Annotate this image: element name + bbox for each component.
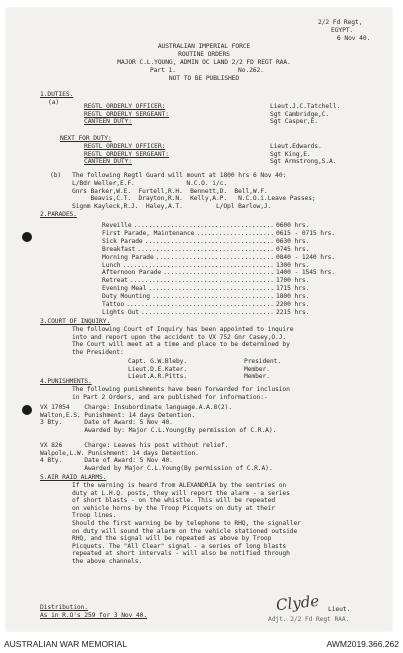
parade-time: 2200 hrs. xyxy=(276,301,310,308)
parade-leader-dots: .................................. xyxy=(148,285,274,293)
inquiry-member-name: Capt. G.W.Bleby. xyxy=(128,358,188,365)
parade-leader-dots: ........................................ xyxy=(126,301,274,308)
duty-role: CANTEEN DUTY: xyxy=(84,118,132,126)
punishment-line: Awarded by Major C.L.Young(By permission of C.R.A). xyxy=(40,464,273,472)
parade-name: Afternoon Parade xyxy=(102,269,162,277)
air-raid-line: Should the first warning be by telephone to RHQ, the signaller xyxy=(72,520,301,527)
distribution-text: As in R.O's 259 for 3 Nov 40. xyxy=(40,612,148,619)
air-raid-line: on vehicle horns by the Troop Picquets on duty at their xyxy=(72,504,276,512)
inquiry-member-role: Member. xyxy=(244,373,270,381)
force-title: AUSTRALIAN IMPERIAL FORCE xyxy=(157,43,251,50)
document-title: ROUTINE ORDERS xyxy=(178,51,230,58)
air-raid-line: RHQ, and the signal will be repeated as above by Troop xyxy=(72,535,272,543)
parade-time: 0630 hrs. xyxy=(276,237,310,245)
duty-name: Sgt King,E. xyxy=(270,150,311,158)
parade-leader-dots: ..................................... xyxy=(137,245,274,253)
air-raid-line: Troop lines. xyxy=(72,512,117,520)
signatory-appointment: Adjt. 2/2 Fd Regt RAA. xyxy=(268,616,350,623)
parade-name: Duty Mounting xyxy=(102,293,150,301)
punishment-line: Awarded by: Major C.L.Young(By permission of C.R.A). xyxy=(40,426,277,434)
punishment-line: VX 17054 Charge: Insubordinate language.A.A.8(2). xyxy=(40,404,232,411)
duty-role: REGTL ORDERLY SERGEANT: xyxy=(84,150,169,158)
parade-time: 1715 hrs. xyxy=(276,285,310,293)
duty-name: Lieut.J.C.Tatchell. xyxy=(270,103,341,110)
parade-name: Retreat xyxy=(102,277,128,285)
parade-time: 0745 hrs. xyxy=(276,245,310,253)
air-raid-line: repeated at short intervals - will also be notified through xyxy=(72,550,290,558)
next-for-duty-heading: NEXT FOR DUTY: xyxy=(60,135,112,142)
handwritten-signature: Clyde xyxy=(275,591,321,615)
inquiry-line: The Court will meet at a time and place to be determined by xyxy=(72,341,290,349)
footer-bar xyxy=(0,634,403,653)
footer-accession-number: AWM2019.366.262 xyxy=(326,639,399,649)
parade-time: 1800 hrs. xyxy=(276,293,310,301)
parade-time: 1400 - 1545 hrs. xyxy=(276,269,336,277)
guard-mount-line: (b) The following Regtl Guard will mount at 1800 hrs 6 Nov 40: xyxy=(50,172,287,179)
inquiry-line: into and report upon the accident to VX 752 Gnr Casey,O.J. xyxy=(72,333,287,341)
guard-roster-row: Gnrs Barker,W.E. Furtell,R.H. Bennett,D. Bell,W.F. xyxy=(72,187,268,195)
distribution-label: Distribution. xyxy=(40,604,88,611)
issued-by: MAJOR C.L.YOUNG, ADMIN OC LAND 2/2 FD REGT RAA. xyxy=(117,59,291,66)
guard-roster-row: Beavis,C.T. Drayton,R.N. Kelly,A.P. N.C.O.i.Leave Passes; xyxy=(72,195,316,203)
parade-leader-dots: .................................... xyxy=(141,308,274,316)
duty-name: Sgt Cambridge,C. xyxy=(270,110,330,118)
punishment-line: Walton,E.S. Punishment: 14 days Detention. xyxy=(40,411,196,419)
guard-roster-row: L/Bdr Weller,E.F. N.C.O. i/c. xyxy=(72,180,228,187)
duty-name: Sgt Armstrong,S.A. xyxy=(270,158,337,166)
order-number: No.262. xyxy=(238,67,264,74)
signatory-rank: Lieut. xyxy=(328,606,351,613)
parade-name: Sick Parade xyxy=(102,237,143,245)
air-raid-line: on duty will sound the alarm on the vehicle stationed outside xyxy=(72,527,298,535)
section-heading-punishments: 4.PUNISHMENTS. xyxy=(40,378,92,385)
inquiry-member-role: Member. xyxy=(244,365,270,373)
air-raid-line: duty at L.H.Q. posts, they will report the alarm - a series xyxy=(72,489,290,497)
place: EGYPT. xyxy=(331,27,354,34)
inquiry-line: The following Court of Inquiry has been appointed to inquire xyxy=(72,326,294,333)
duty-name: Sgt Casper,E. xyxy=(270,118,318,126)
parade-leader-dots: ................................ xyxy=(155,253,274,261)
parade-time: 1700 hrs. xyxy=(276,277,310,285)
parade-time: 1300 hrs. xyxy=(276,261,310,269)
inquiry-member-role: President. xyxy=(244,358,281,365)
duty-name: Lieut.Edwards. xyxy=(270,143,322,150)
parade-leader-dots: ...................................... xyxy=(133,222,274,229)
parade-time: 2215 hrs. xyxy=(276,308,310,316)
section-heading-duties: 1.DUTIES. xyxy=(40,91,74,98)
guard-roster-row: Signm Kayleck,R.J. Haley,A.T. L/Opl Barlow,J. xyxy=(72,202,272,210)
punishment-line: 4 Bty. Date of Award: 5 Nov 40. xyxy=(40,457,173,465)
punishments-intro-line: The following punishments have been forwarded for inclusion xyxy=(72,386,290,393)
duty-role: REGTL ORDERLY SERGEANT: xyxy=(84,110,169,118)
parade-time: 0600 hrs. xyxy=(276,222,310,229)
parade-leader-dots: ..................... xyxy=(196,229,275,237)
parade-name: Reveille xyxy=(102,222,132,229)
duties-sub-a: (a) xyxy=(48,99,60,106)
duty-role: CANTEEN DUTY: xyxy=(84,158,132,166)
parade-name: Tattoo xyxy=(102,301,125,308)
parade-leader-dots: ................................... xyxy=(144,237,274,245)
publication-notice: NOT TO BE PUBLISHED xyxy=(168,75,240,82)
parade-leader-dots: ................................. xyxy=(152,293,274,301)
part-number: Part 1. xyxy=(150,67,176,74)
parade-name: Lights Out xyxy=(102,308,139,316)
section-heading-air-raid-alarms: 5.AIR RAID ALARMS. xyxy=(40,474,107,481)
punishment-line: Walpole,L.W. Punishment: 14 days Detention. xyxy=(40,449,199,457)
air-raid-line: Picquets. The "All Clear" signal - a series of long blasts xyxy=(72,542,287,550)
air-raid-line: of short blasts - on the whistle. This will be repeated xyxy=(72,497,276,505)
punch-hole-top xyxy=(22,232,32,242)
punishment-line: 3 Bty. Date of Award: 5 Nov 40. xyxy=(40,419,173,427)
parade-leader-dots: .............................. xyxy=(163,269,274,277)
unit-designation: 2/2 Fd Regt, xyxy=(318,19,363,26)
punishments-intro-line: in Part 2 Orders, and are published for information:- xyxy=(72,393,268,401)
parade-name: Lunch xyxy=(102,261,121,269)
duty-role: REGTL ORDERLY OFFICER: xyxy=(84,143,166,150)
order-date: 6 Nov 40. xyxy=(337,35,371,42)
parade-leader-dots: ....................................... xyxy=(129,277,274,285)
parade-time: 0840 - 1240 hrs. xyxy=(276,253,336,261)
section-heading-court-of-inquiry: 3.COURT OF INQUIRY. xyxy=(40,318,111,325)
parade-name: First Parade, Maintenance xyxy=(102,229,195,237)
duty-role: REGTL ORDERLY OFFICER: xyxy=(84,103,166,110)
parade-name: Evening Meal xyxy=(102,285,147,293)
parade-name: Breakfast xyxy=(102,245,136,253)
parade-time: 0615 - 0715 hrs. xyxy=(276,229,336,237)
inquiry-member-name: Lieut.A.R.Pitts. xyxy=(128,373,188,381)
air-raid-line: the above channels. xyxy=(72,558,143,565)
punch-hole-bottom xyxy=(22,405,32,415)
section-heading-parades: 2.PARADES. xyxy=(40,211,77,218)
parade-leader-dots: ......................................... xyxy=(122,261,274,269)
air-raid-line: If the warning is heard from ALEXANDRIA by the sentries on xyxy=(72,482,287,489)
footer-institution: AUSTRALIAN WAR MEMORIAL xyxy=(4,639,127,649)
inquiry-line: the President: xyxy=(72,348,124,356)
parade-name: Morning Parade xyxy=(102,253,154,261)
punishment-line: VX 826 Charge: Leaves his post without relief. xyxy=(40,442,229,449)
inquiry-member-name: Lieut.D.E.Kater. xyxy=(128,365,188,373)
